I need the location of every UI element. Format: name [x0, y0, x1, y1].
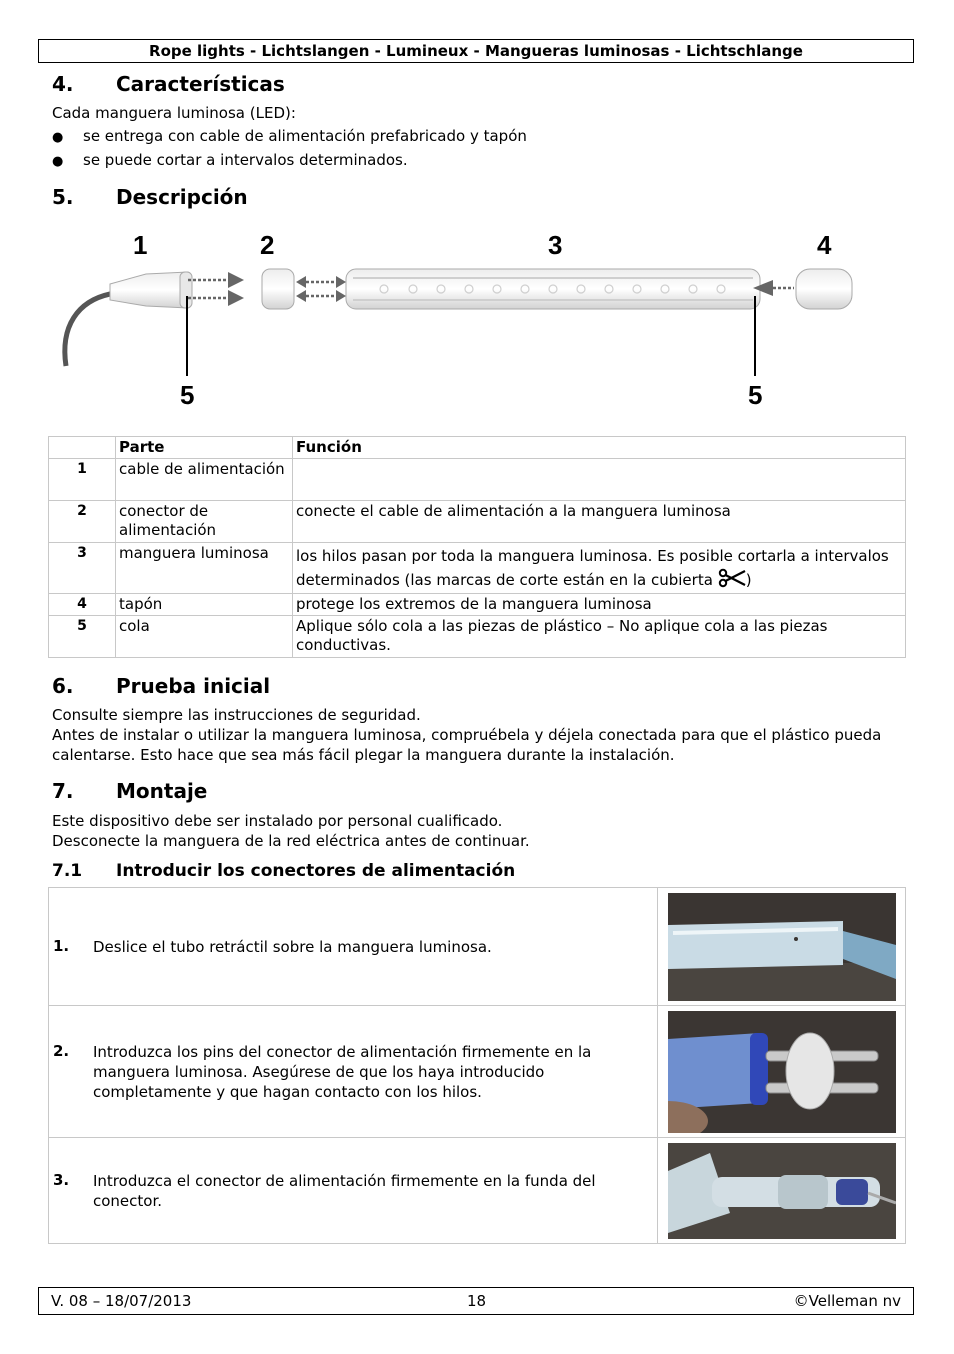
step-2-photo	[668, 1011, 896, 1133]
table-row: 5 cola Aplique sólo cola a las piezas de plástico – No aplique cola a las piezas conductivas.	[49, 616, 906, 658]
table-header-row	[49, 437, 906, 459]
footer-copyright: ©Velleman nv	[793, 1292, 901, 1310]
section-title: Introducir los conectores de alimentación	[116, 861, 516, 881]
section-number: 4.	[52, 72, 74, 96]
scissors-icon	[718, 568, 746, 588]
section-4-intro: Cada manguera luminosa (LED):	[52, 104, 296, 122]
paragraph: Antes de instalar o utilizar la manguera luminosa, compruébela y déjela conectada para que el plástico pueda calentarse. Esto hace que sea más fácil plegar la manguera durante la instalación.	[52, 726, 882, 764]
rope-tube	[346, 269, 760, 309]
step-1-photo	[668, 893, 896, 1001]
section-title: Montaje	[116, 779, 208, 803]
page-footer	[38, 1287, 914, 1315]
footer-version: V. 08 – 18/07/2013	[51, 1292, 192, 1310]
end-cap	[796, 269, 852, 309]
power-connector	[262, 269, 294, 309]
table-row: 1 cable de alimentación	[49, 459, 906, 501]
section-number: 7.	[52, 779, 74, 803]
table-row: 1. Deslice el tubo retráctil sobre la manguera luminosa.	[49, 888, 906, 1006]
section-title: Descripción	[116, 185, 248, 209]
section-number: 6.	[52, 674, 74, 698]
table-row: 3 manguera luminosa los hilos pasan por toda la manguera luminosa. Es posible cortarla a intervalos determinados (las marcas de corte están en la cubierta )	[49, 543, 906, 594]
page-header: Rope lights - Lichtslangen - Lumineux - Mangueras luminosas - Lichtschlange	[38, 39, 914, 63]
power-cable	[65, 294, 110, 366]
section-6-heading	[52, 674, 270, 698]
paragraph: Consulte siempre las instrucciones de seguridad.	[52, 706, 421, 724]
section-5-heading	[52, 185, 248, 209]
section-number: 5.	[52, 185, 74, 209]
list-item: ● se puede cortar a intervalos determinados.	[52, 150, 527, 174]
label-5-left: 5	[180, 380, 195, 410]
bullet-icon: ●	[52, 130, 64, 145]
label-1: 1	[133, 230, 148, 260]
bullet-icon: ●	[52, 154, 64, 169]
paragraph: Desconecte la manguera de la red eléctrica antes de continuar.	[52, 832, 530, 850]
label-4: 4	[817, 230, 832, 260]
section-number: 7.1	[52, 861, 83, 881]
table-row: 3. Introduzca el conector de alimentación firmemente en la funda del conector.	[49, 1138, 906, 1244]
section-title: Prueba inicial	[116, 674, 271, 698]
parts-table	[48, 436, 906, 658]
step-3-photo	[668, 1143, 896, 1239]
table-row: 2 conector de alimentación conecte el cable de alimentación a la manguera luminosa	[49, 501, 906, 543]
feature-list	[52, 126, 527, 174]
steps-table	[48, 887, 906, 1244]
section-7-heading	[52, 779, 207, 803]
power-plug	[110, 272, 188, 308]
section-4-heading	[52, 72, 285, 96]
table-header-cell: Parte	[116, 437, 293, 459]
label-5-right: 5	[748, 380, 763, 410]
table-header-cell	[49, 437, 116, 459]
section-7-1-heading	[52, 861, 515, 881]
rope-light-diagram	[48, 226, 868, 416]
paragraph: Este dispositivo debe ser instalado por personal cualificado.	[52, 812, 503, 830]
list-item: ● se entrega con cable de alimentación prefabricado y tapón	[52, 126, 527, 150]
table-header-cell: Función	[293, 437, 906, 459]
table-row: 4 tapón protege los extremos de la manguera luminosa	[49, 594, 906, 616]
label-3: 3	[548, 230, 563, 260]
label-2: 2	[260, 230, 275, 260]
footer-page-number: 18	[467, 1292, 487, 1310]
table-row: 2. Introduzca los pins del conector de alimentación firmemente en la manguera luminosa. Asegúrese de que los haya introducido completamente y que hagan contacto con los hilos.	[49, 1006, 906, 1138]
section-title: Características	[116, 72, 285, 96]
